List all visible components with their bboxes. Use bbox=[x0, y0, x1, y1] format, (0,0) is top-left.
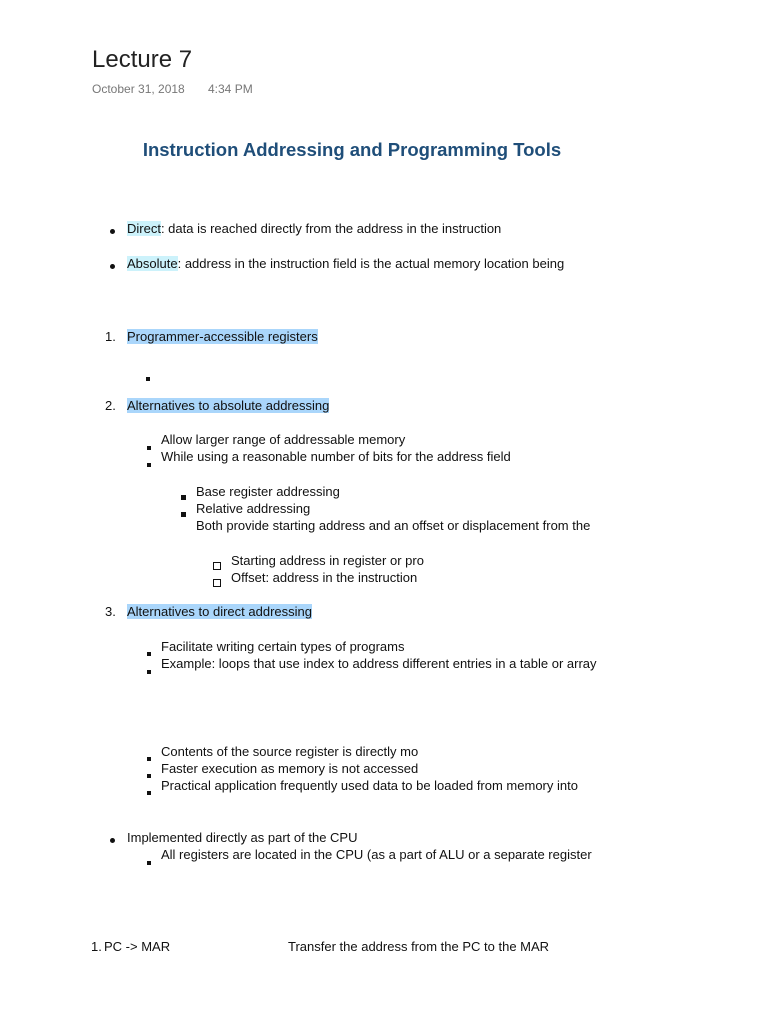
page-title: Lecture 7 bbox=[92, 46, 193, 73]
checkbox-bullet bbox=[213, 557, 221, 575]
sub-item: While using a reasonable number of bits for the address field bbox=[161, 449, 511, 464]
bullet-absolute: Absolute: address in the instruction field is the actual memory location being bbox=[127, 256, 565, 271]
list-item-1: Programmer-accessible registers bbox=[127, 329, 318, 344]
page-date: October 31, 2018 bbox=[92, 82, 185, 96]
bullet-direct: Direct: data is reached directly from the address in the instruction bbox=[127, 221, 502, 236]
sub2-item: Base register addressing bbox=[196, 484, 340, 499]
register-point: Contents of the source register is directly mo bbox=[161, 744, 419, 759]
sub-bullet bbox=[147, 782, 151, 800]
register-point: Practical application frequently used data to be loaded from memory into bbox=[161, 778, 578, 793]
sub3-item: Offset: address in the instruction bbox=[231, 570, 418, 585]
sub-bullet bbox=[147, 454, 151, 472]
sub2-item: Relative addressing bbox=[196, 501, 311, 516]
bullet-dot bbox=[110, 256, 115, 273]
empty-bullet bbox=[146, 368, 150, 386]
sub-bullet bbox=[147, 852, 151, 870]
term-absolute: Absolute bbox=[127, 256, 178, 271]
footer-description: Transfer the address from the PC to the MAR bbox=[288, 939, 550, 954]
sub2-note: Both provide starting address and an offset or displacement from the bbox=[196, 518, 591, 533]
bullet-dot bbox=[110, 830, 115, 847]
sub-item: Example: loops that use index to address different entries in a table or array bbox=[161, 656, 597, 671]
sub-bullet bbox=[147, 661, 151, 679]
section-heading: Instruction Addressing and Programming Tools bbox=[142, 139, 562, 160]
sub-item: Facilitate writing certain types of programs bbox=[161, 639, 405, 654]
sub2-bullet bbox=[181, 504, 186, 522]
sub-bullet bbox=[147, 765, 151, 783]
page-time: 4:34 PM bbox=[208, 82, 253, 96]
footer-number: 1. bbox=[91, 939, 102, 954]
footer-step: PC -> MAR bbox=[104, 939, 171, 954]
sub3-item: Starting address in register or pro bbox=[231, 553, 424, 568]
sub2-bullet bbox=[181, 487, 186, 505]
cpu-bullet: Implemented directly as part of the CPU bbox=[127, 830, 358, 845]
register-point: Faster execution as memory is not accessed bbox=[161, 761, 419, 776]
list-item-2: Alternatives to absolute addressing bbox=[127, 398, 330, 413]
list-number-3: 3. bbox=[105, 604, 116, 619]
checkbox-bullet bbox=[213, 574, 221, 592]
cpu-sub-item: All registers are located in the CPU (as a part of ALU or a separate register bbox=[161, 847, 592, 862]
term-direct: Direct bbox=[127, 221, 161, 236]
list-item-3: Alternatives to direct addressing bbox=[127, 604, 312, 619]
bullet-dot bbox=[110, 221, 115, 238]
list-number-2: 2. bbox=[105, 398, 116, 413]
list-number-1: 1. bbox=[105, 329, 116, 344]
sub-bullet bbox=[147, 437, 151, 455]
sub-bullet bbox=[147, 643, 151, 661]
sub-item: Allow larger range of addressable memory bbox=[161, 432, 406, 447]
sub-bullet bbox=[147, 748, 151, 766]
